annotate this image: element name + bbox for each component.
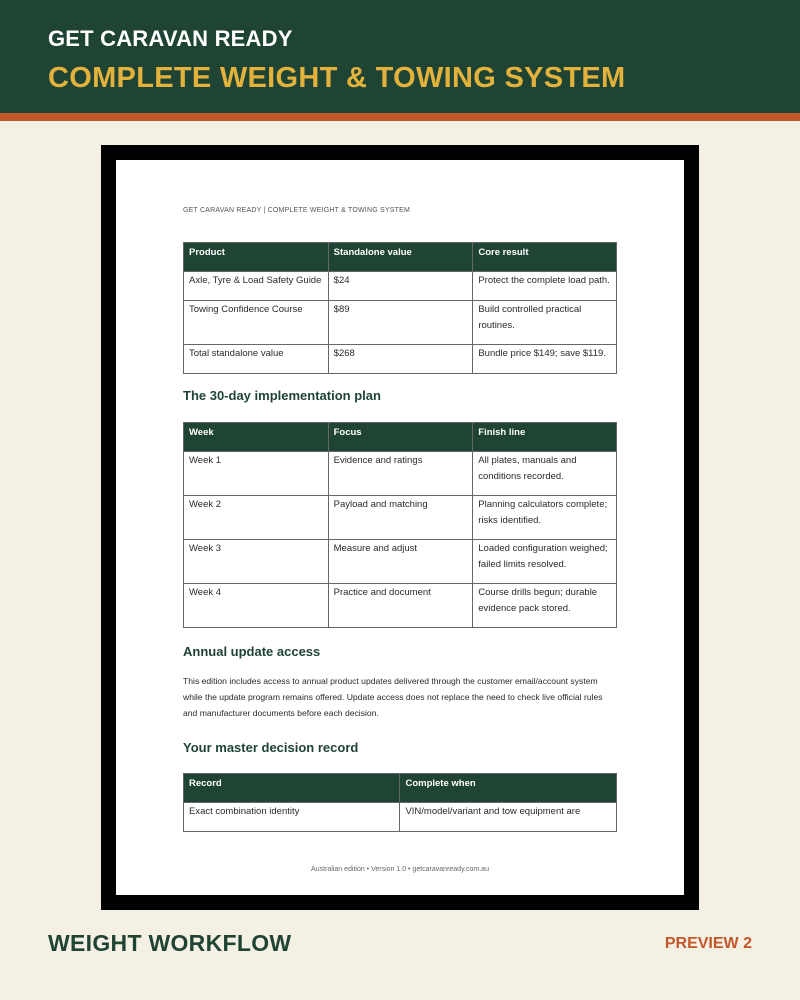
workflow-label: WEIGHT WORKFLOW bbox=[48, 930, 292, 956]
header-complete-when: Complete when bbox=[400, 774, 617, 803]
document-preview-frame bbox=[101, 145, 699, 910]
table-cell: Payload and matching bbox=[328, 496, 473, 540]
table-cell: $89 bbox=[328, 301, 473, 345]
table-cell: Evidence and ratings bbox=[328, 452, 473, 496]
table-cell: Week 3 bbox=[184, 540, 329, 584]
accent-stripe bbox=[0, 113, 800, 121]
table-cell: Exact combination identity bbox=[184, 803, 400, 832]
document-page bbox=[116, 160, 684, 895]
table-cell: VIN/model/variant and tow equipment are bbox=[400, 803, 617, 832]
brand-name: GET CARAVAN READY bbox=[48, 26, 293, 51]
table-cell: Total standalone value bbox=[184, 345, 329, 374]
table-cell: Build controlled practical routines. bbox=[473, 301, 617, 345]
table-cell: Planning calculators complete; risks identified. bbox=[473, 496, 617, 540]
table-header-row bbox=[184, 774, 617, 803]
update-heading: Annual update access bbox=[183, 644, 321, 659]
table-row bbox=[184, 301, 617, 345]
update-paragraph: This edition includes access to annual product updates delivered through the customer email/account system while the update program remains offered. Update access does not replace the need to check live official rules and manufacturer documents before each decision. bbox=[183, 676, 603, 718]
table-cell: Practice and document bbox=[328, 584, 473, 628]
table-cell: Axle, Tyre & Load Safety Guide bbox=[184, 272, 329, 301]
header-product: Product bbox=[184, 243, 329, 272]
table-cell: Measure and adjust bbox=[328, 540, 473, 584]
table-cell: Week 1 bbox=[184, 452, 329, 496]
table-cell: Bundle price $149; save $119. bbox=[473, 345, 617, 374]
header-week: Week bbox=[184, 423, 329, 452]
table-row bbox=[184, 584, 617, 628]
table-cell: Loaded configuration weighed; failed limits resolved. bbox=[473, 540, 617, 584]
table-cell: Towing Confidence Course bbox=[184, 301, 329, 345]
table-row bbox=[184, 496, 617, 540]
header-focus: Focus bbox=[328, 423, 473, 452]
table-row bbox=[184, 272, 617, 301]
header-banner bbox=[0, 0, 800, 113]
record-table bbox=[183, 773, 617, 832]
table-row bbox=[184, 540, 617, 584]
product-headline: COMPLETE WEIGHT & TOWING SYSTEM bbox=[48, 62, 626, 94]
table-cell: Week 2 bbox=[184, 496, 329, 540]
value-table bbox=[183, 242, 617, 374]
plan-heading: The 30-day implementation plan bbox=[183, 388, 381, 403]
table-row bbox=[184, 803, 617, 832]
table-cell: $268 bbox=[328, 345, 473, 374]
table-cell: $24 bbox=[328, 272, 473, 301]
table-cell: Course drills begun; durable evidence pack stored. bbox=[473, 584, 617, 628]
table-header-row bbox=[184, 423, 617, 452]
table-cell: All plates, manuals and conditions recorded. bbox=[473, 452, 617, 496]
header-standalone-value: Standalone value bbox=[328, 243, 473, 272]
preview-label: PREVIEW 2 bbox=[664, 935, 752, 952]
record-heading: Your master decision record bbox=[183, 740, 359, 755]
running-head: GET CARAVAN READY | COMPLETE WEIGHT & TOWING SYSTEM bbox=[183, 207, 410, 214]
table-row bbox=[184, 345, 617, 374]
header-record: Record bbox=[184, 774, 400, 803]
table-header-row bbox=[184, 243, 617, 272]
table-cell: Week 4 bbox=[184, 584, 329, 628]
header-finish-line: Finish line bbox=[473, 423, 617, 452]
page-footer: Australian edition • Version 1.0 • getcaravanready.com.au bbox=[311, 866, 489, 873]
header-core-result: Core result bbox=[473, 243, 617, 272]
table-row bbox=[184, 452, 617, 496]
table-cell: Protect the complete load path. bbox=[473, 272, 617, 301]
plan-table bbox=[183, 422, 617, 628]
